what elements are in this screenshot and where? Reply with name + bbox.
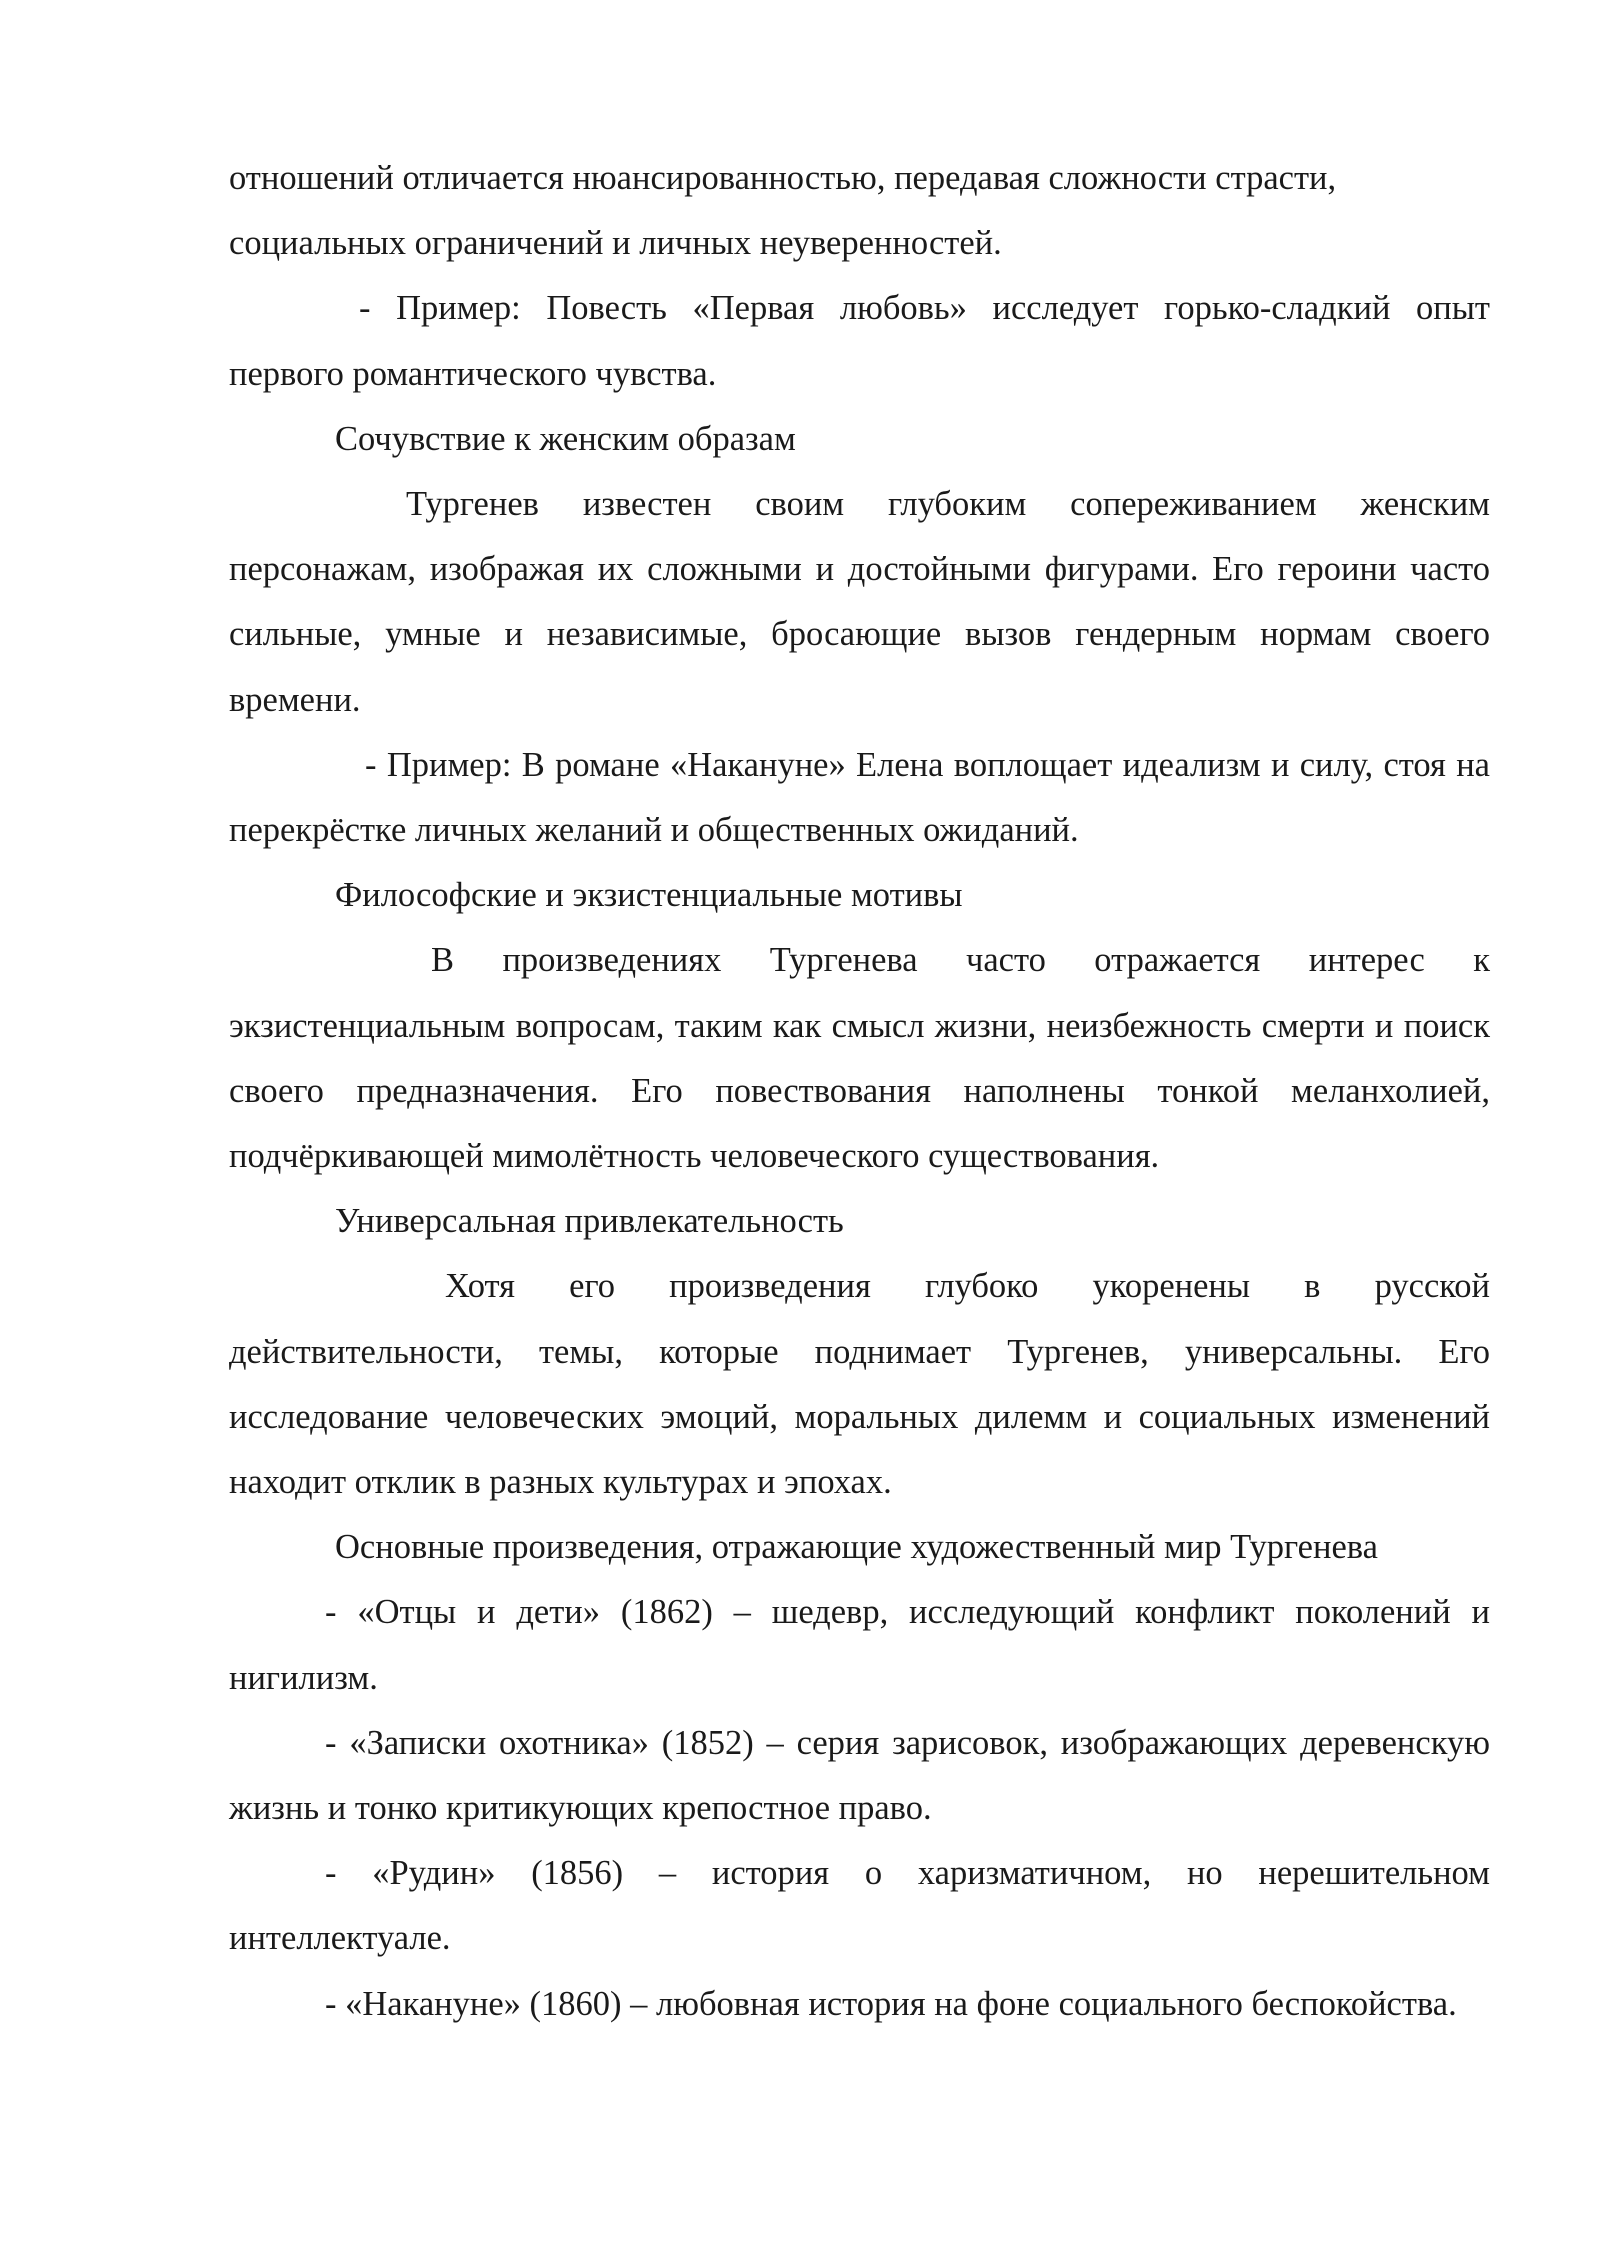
section-heading-philosophical-motifs: Философские и экзистенциальные мотивы <box>335 876 963 915</box>
section-heading-universal-appeal: Универсальная привлекательность <box>335 1202 844 1241</box>
example-first-love: - Пример: Повесть «Первая любовь» исследует горько-сладкий опыт первого романтического чувства. <box>229 289 1490 393</box>
list-item-fathers-and-sons: - «Отцы и дети» (1862) – шедевр, исследующий конфликт поколений и нигилизм. <box>229 1593 1490 1697</box>
list-item-sportsmans-sketches: - «Записки охотника» (1852) – серия зарисовок, изображающих деревенскую жизнь и тонко критикующих крепостное право. <box>229 1723 1490 1828</box>
list-item-rudin: - «Рудин» (1856) – история о харизматичном, но нерешительном интеллектуале. <box>229 1854 1490 1958</box>
paragraph-female-characters: Тургенев известен своим глубоким сопереживанием женским персонажам, изображая их сложными и достойными фигурами. Его героини часто сильные, умные и независимые, бросающие вызов гендерным нормам своего времени. <box>229 485 1490 719</box>
example-on-the-eve: - Пример: В романе «Накануне» Елена воплощает идеализм и силу, стоя на перекрёстке личных желаний и общественных ожиданий. <box>229 745 1490 850</box>
document-page <box>229 146 1490 2037</box>
list-item-on-the-eve: - «Накануне» (1860) – любовная история на фоне социального беспокойства. <box>325 1984 1457 2023</box>
section-heading-major-works: Основные произведения, отражающие художественный мир Тургенева <box>335 1528 1378 1567</box>
section-heading-female-characters: Сочувствие к женским образам <box>335 419 796 458</box>
paragraph-universal-appeal: Хотя его произведения глубоко укоренены в русской действительности, темы, которые поднимает Тургенев, универсальны. Его исследование человеческих эмоций, моральных дилемм и социальных изменений находит отклик в разных культурах и эпохах. <box>229 1267 1490 1502</box>
paragraph-continuation: отношений отличается нюансированностью, передавая сложности страсти, социальных ограничений и личных неуверенностей. <box>229 159 1337 263</box>
paragraph-philosophical-motifs: В произведениях Тургенева часто отражается интерес к экзистенциальным вопросам, таким как смысл жизни, неизбежность смерти и поиск своего предназначения. Его повествования наполнены тонкой меланхолией, подчёркивающей мимолётность человеческого существования. <box>229 941 1490 1176</box>
